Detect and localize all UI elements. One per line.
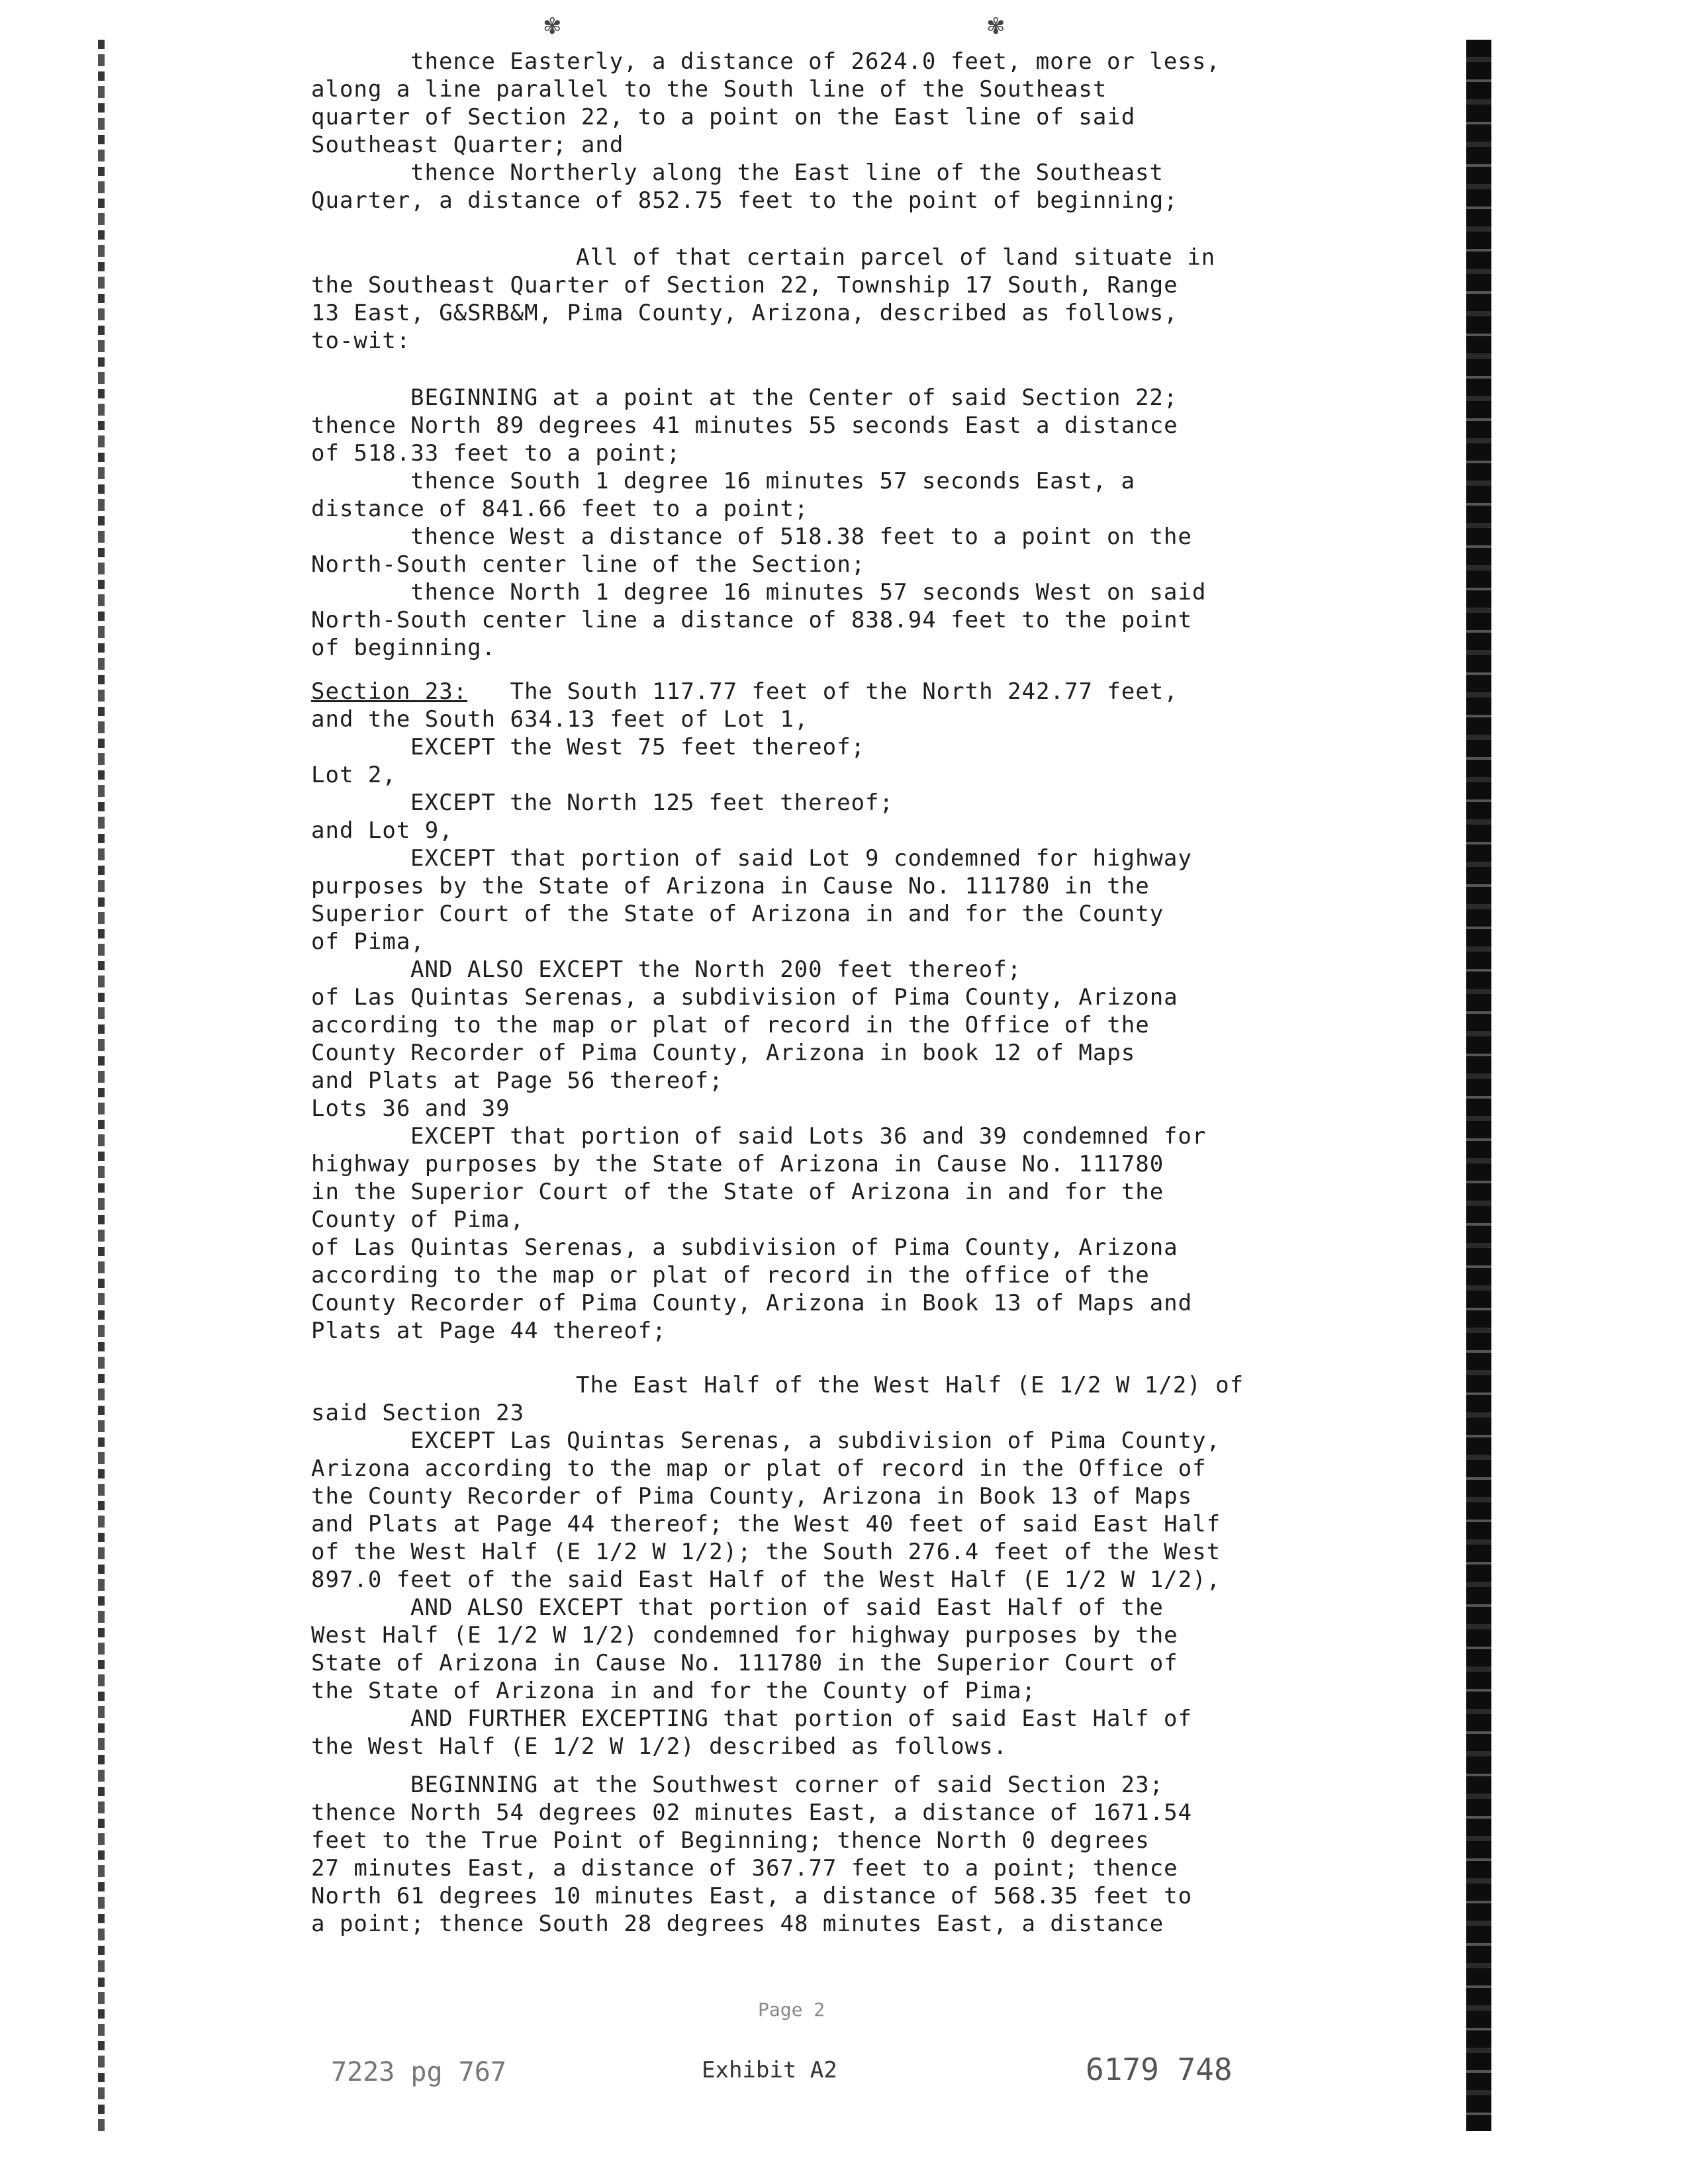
text-line: of 518.33 feet to a point; — [311, 440, 681, 467]
text-line: thence South 1 degree 16 minutes 57 seconds East, a — [410, 468, 1135, 494]
text-line: to-wit: — [311, 328, 411, 354]
text-line: of Las Quintas Serenas, a subdivision of Pima County, Arizona — [311, 984, 1178, 1011]
text-line: Lots 36 and 39 — [311, 1095, 510, 1122]
text-line: North 61 degrees 10 minutes East, a distance of 568.35 feet to — [311, 1883, 1193, 1909]
text-line: Southeast Quarter; and — [311, 132, 624, 158]
section-heading-tail: The South 117.77 feet of the North 242.77 feet, — [467, 678, 1178, 705]
scan-edge-left — [98, 40, 105, 2131]
text-line: of Las Quintas Serenas, a subdivision of Pima County, Arizona — [311, 1234, 1178, 1261]
text-line: EXCEPT the North 125 feet thereof; — [410, 790, 894, 816]
text-line: the Southeast Quarter of Section 22, Township 17 South, Range — [311, 272, 1178, 298]
section-heading: Section 23: — [311, 678, 468, 705]
text-line: and Plats at Page 56 thereof; — [311, 1068, 724, 1094]
text-line: EXCEPT the West 75 feet thereof; — [410, 734, 866, 760]
text-line: EXCEPT Las Quintas Serenas, a subdivision of Pima County, — [410, 1428, 1221, 1454]
text-line: according to the map or plat of record in the Office of the — [311, 1012, 1150, 1038]
text-line — [311, 678, 1383, 705]
text-line: County of Pima, — [311, 1206, 525, 1233]
paragraph-4-section-23 — [311, 678, 1383, 1345]
text-line: thence Easterly, a distance of 2624.0 feet, more or less, — [410, 48, 1221, 75]
text-line: EXCEPT that portion of said Lots 36 and 39 condemned for — [410, 1123, 1207, 1150]
paragraph-5 — [311, 1371, 1383, 1760]
text-line: North-South center line a distance of 838.94 feet to the point — [311, 607, 1193, 633]
paragraph-2 — [311, 244, 1383, 355]
paragraph-6 — [311, 1771, 1383, 1938]
text-line: thence North 1 degree 16 minutes 57 seconds West on said — [410, 579, 1207, 606]
text-line: 27 minutes East, a distance of 367.77 feet to a point; thence — [311, 1855, 1178, 1882]
text-line: thence Northerly along the East line of the Southeast — [410, 159, 1164, 186]
text-line: State of Arizona in Cause No. 111780 in the Superior Court of — [311, 1650, 1178, 1676]
text-line: AND ALSO EXCEPT that portion of said East Half of the — [410, 1594, 1164, 1621]
text-line: thence North 54 degrees 02 minutes East, a distance of 1671.54 — [311, 1799, 1193, 1826]
text-line: Plats at Page 44 thereof; — [311, 1318, 667, 1344]
text-line: feet to the True Point of Beginning; thence North 0 degrees — [311, 1827, 1150, 1854]
text-line: in the Superior Court of the State of Arizona in and for the — [311, 1179, 1164, 1205]
page-number: Page 2 — [758, 1999, 825, 2021]
recorder-stamp-right: 6179 748 — [1086, 2052, 1233, 2087]
text-line: and Lot 9, — [311, 817, 453, 844]
paragraph-3 — [311, 384, 1383, 662]
text-line: AND FURTHER EXCEPTING that portion of said East Half of — [410, 1706, 1192, 1732]
text-line: and Plats at Page 44 thereof; the West 40 feet of said East Half — [311, 1511, 1221, 1537]
text-line: the West Half (E 1/2 W 1/2) described as follows. — [311, 1733, 1008, 1760]
text-line: according to the map or plat of record in the office of the — [311, 1262, 1150, 1289]
text-line: County Recorder of Pima County, Arizona in Book 13 of Maps and — [311, 1290, 1193, 1316]
seal-mark-right: ✾ — [986, 15, 1006, 39]
text-line: North-South center line of the Section; — [311, 551, 866, 578]
seal-mark-left: ✾ — [543, 15, 562, 39]
text-line: Superior Court of the State of Arizona in and for the County — [311, 901, 1164, 927]
text-line: of beginning. — [311, 635, 496, 661]
text-line: and the South 634.13 feet of Lot 1, — [311, 706, 809, 733]
text-line: BEGINNING at the Southwest corner of said Section 23; — [410, 1772, 1164, 1798]
text-line: the County Recorder of Pima County, Arizona in Book 13 of Maps — [311, 1483, 1193, 1510]
text-line: All of that certain parcel of land situate in — [576, 244, 1216, 271]
text-line: quarter of Section 22, to a point on the East line of said — [311, 104, 1136, 130]
text-line: of Pima, — [311, 929, 425, 955]
text-line: AND ALSO EXCEPT the North 200 feet thereof; — [410, 956, 1022, 983]
text-line: BEGINNING at a point at the Center of said Section 22; — [410, 385, 1178, 411]
text-line: 13 East, G&SRB&M, Pima County, Arizona, described as follows, — [311, 300, 1178, 326]
text-line: 897.0 feet of the said East Half of the West Half (E 1/2 W 1/2), — [311, 1567, 1221, 1593]
text-line: thence North 89 degrees 41 minutes 55 seconds East a distance — [311, 412, 1178, 439]
text-line: Arizona according to the map or plat of record in the Office of — [311, 1455, 1207, 1482]
recorder-stamp-left: 7223 pg 767 — [331, 2057, 506, 2087]
text-line: Quarter, a distance of 852.75 feet to the point of beginning; — [311, 187, 1178, 214]
text-line: highway purposes by the State of Arizona in Cause No. 111780 — [311, 1151, 1164, 1177]
scan-edge-right — [1466, 40, 1491, 2131]
text-line: the State of Arizona in and for the County of Pima; — [311, 1678, 1036, 1704]
text-line: EXCEPT that portion of said Lot 9 condemned for highway — [410, 845, 1192, 872]
text-line: The East Half of the West Half (E 1/2 W 1/2) of — [576, 1372, 1244, 1398]
text-line: thence West a distance of 518.38 feet to a point on the — [410, 523, 1192, 550]
text-line: said Section 23 — [311, 1400, 525, 1426]
paragraph-1 — [311, 48, 1383, 214]
exhibit-label: Exhibit A2 — [702, 2057, 837, 2083]
text-line: County Recorder of Pima County, Arizona in book 12 of Maps — [311, 1040, 1136, 1066]
text-line: West Half (E 1/2 W 1/2) condemned for highway purposes by the — [311, 1622, 1178, 1649]
text-line: Lot 2, — [311, 762, 397, 788]
text-line: a point; thence South 28 degrees 48 minutes East, a distance — [311, 1911, 1164, 1937]
text-line: distance of 841.66 feet to a point; — [311, 496, 809, 522]
text-line: of the West Half (E 1/2 W 1/2); the South 276.4 feet of the West — [311, 1539, 1221, 1565]
text-line: purposes by the State of Arizona in Cause No. 111780 in the — [311, 873, 1150, 899]
text-line: along a line parallel to the South line of the Southeast — [311, 76, 1107, 103]
